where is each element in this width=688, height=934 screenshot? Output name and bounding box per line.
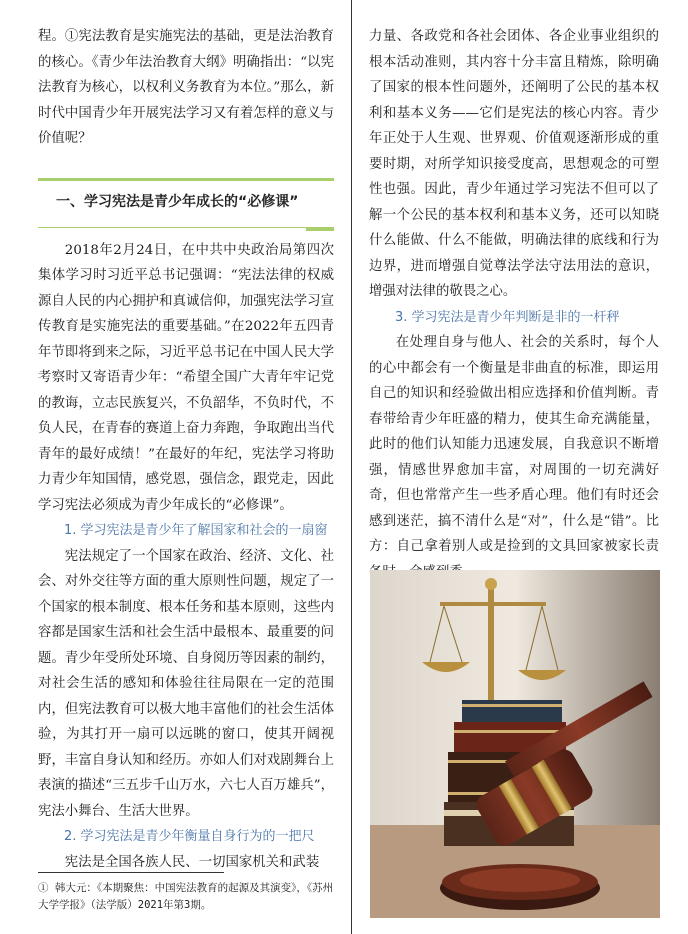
body-paragraph: 2018年2月24日，在中共中央政治局第四次集体学习时习近平总书记强调：“宪法法律的权威源自人民的内心拥护和真诚信仰，加强宪法学习宣传教育是实施宪法的重要基础。”在2022年五四青年节即将到来之际，习近平总书记在中国人民大学考察时又寄语青少年：“希望全国广大青年牢记党的教诲，立志民族复兴，不负韶华，不负时代，不负人民，在青春的赛道上奋力奔跑，争取跑出当代青年的最好成绩！”在最好的年纪，宪法学习将助力青少年知国情，感党恩，强信念，跟党走，因此学习宪法必须成为青少年成长的“必修课”。 — [38, 242, 334, 513]
section-heading — [38, 178, 334, 228]
intro-paragraph: 程。①宪法教育是实施宪法的基础，更是法治教育的核心。《青少年法治教育大纲》明确指出：“以宪法教育为核心，以权利义务教育为本位。”那么，新时代中国青少年开展宪法学习又有着怎样的意义与价值呢？ — [38, 29, 334, 146]
body-paragraph: 宪法规定了一个国家在政治、经济、文化、社会、对外交往等方面的重大原则性问题，规定了一个国家的根本制度、根本任务和基本原则，这些内容都是国家生活和社会生活中最根本、最重要的问题。青少年受所处环境、自身阅历等因素的制约，对社会生活的感知和体验往往局限在一定的范围内，但宪法教育可以极大地丰富他们的社会生活体验，为其打开一扇可以远眺的窗口，使其开阔视野，丰富自身认知和经历。亦如人们对戏剧舞台上表演的描述“三五步千山万水，六七人百万雄兵”，宪法小舞台、生活大世界。 — [38, 548, 334, 819]
heading-bottom-rule — [38, 227, 334, 228]
heading-rule-accent — [306, 227, 334, 231]
subheading-1: 1. 学习宪法是青少年了解国家和社会的一扇窗 — [64, 523, 328, 538]
subheading-3: 3. 学习宪法是青少年判断是非的一杆秤 — [395, 309, 620, 325]
photo-illustration — [370, 570, 660, 918]
gavel-scales-photo — [370, 570, 660, 918]
footnote: ① 韩大元：《本期聚焦：中国宪法教育的起源及其演变》，《苏州大学学报》（法学版）2021年第3期。 — [38, 882, 334, 911]
heading-top-rule — [38, 178, 334, 181]
left-column — [38, 0, 334, 875]
body-paragraph: 宪法是全国各族人民、一切国家机关和武装 — [64, 854, 320, 870]
subheading-2: 2. 学习宪法是青少年衡量自身行为的一把尺 — [64, 829, 315, 844]
section-title: 一、学习宪法是青少年成长的“必修课” — [56, 193, 299, 210]
body-paragraph: 在处理自身与他人、社会的关系时，每个人的心中都会有一个衡量是非曲直的标准，即运用自己的知识和经验做出相应选择和价值判断。青春带给青少年旺盛的精力，使其生命充满能量，此时的他们认知能力迅速发展，自我意识不断增强，情感世界愈加丰富，对周围的一切充满好奇，但也常常产生一些矛盾心理。他们有时还会感到迷茫，搞不清什么是“对”，什么是“错”。比方：自己拿着别人或是捡到的文具回家被家长责 — [369, 335, 659, 554]
body-paragraph: 力量、各政党和各社会团体、各企业事业组织的根本活动准则，其内容十分丰富且精炼，除明确了国家的根本性问题外，还阐明了公民的基本权利和基本义务——它们是宪法的核心内容。青少年正处于人生观、世界观、价值观逐渐形成的重要时期，对所学知识接受度高，思想观念的可塑性也强。因此，青少年通过学习宪法不但可以了解一个公民的基本权利和基本义务，还可以知晓什么能做、什么不能做，明确法律的底线和行为边界，进而增强自觉尊法学法守法用法的意识，增强对法律的敬畏之心。 — [369, 29, 659, 299]
column-divider — [351, 0, 352, 934]
right-column — [369, 0, 659, 585]
footnote-rule — [38, 872, 224, 873]
